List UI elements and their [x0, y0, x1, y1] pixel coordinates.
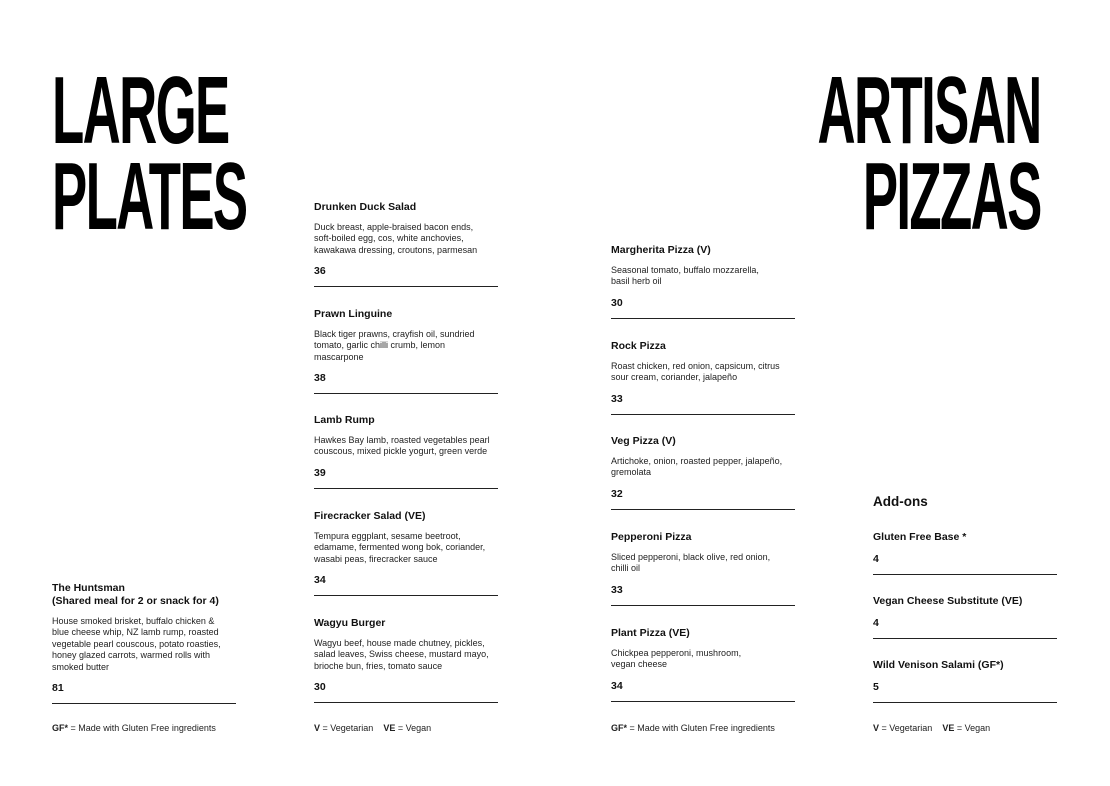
menu-item: [314, 510, 498, 596]
addon-name: Vegan Cheese Substitute (VE): [873, 595, 1023, 607]
diet-footnote: [314, 723, 431, 734]
item-price: 36: [314, 265, 498, 287]
menu-item: [314, 414, 498, 489]
item-price: 30: [314, 681, 498, 703]
item-name: Margherita Pizza (V): [611, 244, 711, 256]
footnote-text: = Made with Gluten Free ingredients: [627, 723, 775, 733]
addon-name: Wild Venison Salami (GF*): [873, 659, 1004, 671]
item-name: Pepperoni Pizza: [611, 531, 692, 543]
item-price: 33: [611, 393, 795, 415]
addons-heading: Add-ons: [873, 494, 928, 509]
footnote-text: = Made with Gluten Free ingredients: [68, 723, 216, 733]
item-description: Duck breast, apple-braised bacon ends, soft-boiled egg, cos, white anchovies, kawakawa dressing, croutons, parmesan: [314, 222, 478, 255]
title-line: LARGE: [52, 57, 229, 164]
item-price: 34: [611, 680, 795, 702]
item-description: Black tiger prawns, crayfish oil, sundried tomato, garlic chilli crumb, lemon mascarpone: [314, 329, 475, 362]
item-price: 39: [314, 467, 498, 489]
gf-footnote: [611, 723, 775, 734]
item-description: Roast chicken, red onion, capsicum, citrus sour cream, coriander, jalapeño: [611, 361, 780, 383]
item-description: Artichoke, onion, roasted pepper, jalapeño, gremolata: [611, 456, 783, 478]
footnote-key: V: [873, 723, 880, 733]
addon-name: Gluten Free Base *: [873, 531, 967, 543]
gf-footnote: [52, 723, 216, 734]
menu-item: [314, 617, 498, 703]
addon-price: 5: [873, 681, 1057, 703]
item-price: 81: [52, 682, 236, 704]
footnote-key: V: [314, 723, 321, 733]
footnote-text: = Vegan: [395, 723, 432, 733]
item-description: Tempura eggplant, sesame beetroot, edamame, fermented wong bok, coriander, wasabi peas, firecracker sauce: [314, 531, 486, 564]
item-price: 34: [314, 574, 498, 596]
footnote-key: VE: [942, 723, 955, 733]
footnote-text: = Vegetarian: [879, 723, 933, 733]
title-line: PLATES: [52, 143, 247, 250]
item-name: Rock Pizza: [611, 340, 666, 352]
menu-item: [611, 244, 795, 319]
diet-footnote: [873, 723, 990, 734]
addon-price: 4: [873, 617, 1057, 639]
large-plates-title: [52, 57, 247, 250]
addon-price: 4: [873, 553, 1057, 575]
item-price: 32: [611, 488, 795, 510]
item-description: Seasonal tomato, buffalo mozzarella, basil herb oil: [611, 265, 759, 287]
item-name: Drunken Duck Salad: [314, 201, 417, 213]
addon-item: [873, 595, 1057, 639]
artisan-pizzas-title: [817, 57, 1041, 250]
addon-item: [873, 659, 1057, 703]
item-price: 38: [314, 372, 498, 394]
item-name: Veg Pizza (V): [611, 435, 676, 447]
item-description: Wagyu beef, house made chutney, pickles, salad leaves, Swiss cheese, mustard mayo, brioche bun, fries, tomato sauce: [314, 638, 489, 671]
footnote-key: VE: [383, 723, 396, 733]
item-name: Firecracker Salad (VE): [314, 510, 426, 522]
item-name: Wagyu Burger: [314, 617, 386, 629]
addon-item: [873, 531, 1057, 575]
footnote-key: GF*: [611, 723, 628, 733]
title-line: PIZZAS: [863, 143, 1041, 250]
item-description: Chickpea pepperoni, mushroom, vegan cheese: [611, 648, 742, 670]
footnote-text: = Vegetarian: [320, 723, 374, 733]
item-name: Prawn Linguine: [314, 308, 393, 320]
menu-item-huntsman: [52, 582, 236, 704]
menu-item: [314, 308, 498, 394]
title-line: ARTISAN: [817, 57, 1041, 164]
footnote-text: = Vegan: [954, 723, 991, 733]
footnote-key: GF*: [52, 723, 69, 733]
item-name: [52, 582, 236, 608]
item-description: House smoked brisket, buffalo chicken & blue cheese whip, NZ lamb rump, roasted vegetable pearl couscous, potato roasties, honey glazed carrots, warmed rolls with smoked butter: [52, 616, 221, 672]
item-name: Plant Pizza (VE): [611, 627, 690, 639]
item-name: Lamb Rump: [314, 414, 375, 426]
item-name-line: (Shared meal for 2 or snack for 4): [52, 595, 219, 607]
item-price: 30: [611, 297, 795, 319]
menu-item: [611, 531, 795, 606]
item-name-line: The Huntsman: [52, 582, 125, 594]
item-price: 33: [611, 584, 795, 606]
menu-item: [611, 627, 795, 702]
menu-item: [611, 435, 795, 510]
item-description: Sliced pepperoni, black olive, red onion, chilli oil: [611, 552, 771, 574]
item-description: Hawkes Bay lamb, roasted vegetables pearl couscous, mixed pickle yogurt, green verde: [314, 435, 490, 457]
menu-item: [611, 340, 795, 415]
menu-item: [314, 201, 498, 287]
